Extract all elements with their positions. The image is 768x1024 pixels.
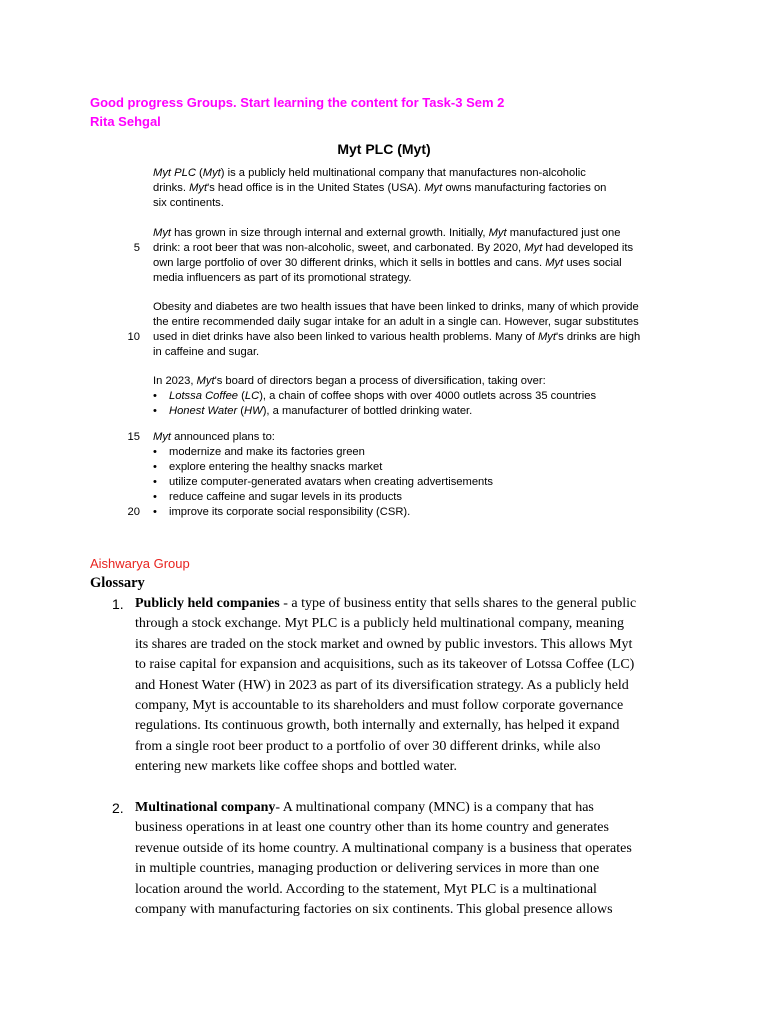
glossary-line: location around the world. According to the statement, Myt PLC is a multinational [135,881,597,897]
case-study-title: Myt PLC (Myt) [337,141,431,157]
case-paragraph-4 [153,374,693,389]
case-line: In 2023, Myt's board of directors began a process of diversification, taking over: [153,375,546,387]
glossary-line: its shares are traded on the stock market and owned by public investors. This allows Myt [135,636,633,652]
glossary-line: to raise capital for expansion and acquisitions, such as its takeover of Lotssa Coffee (LC) [135,657,635,673]
case-paragraph-5 [153,430,693,445]
line-number: 20 [127,506,140,518]
case-bullet: • improve its corporate social responsibility (CSR). [153,506,411,518]
glossary-line: regulations. Its continuous growth, both internally and externally, has helped it expand [135,718,620,734]
case-paragraph-1 [153,166,693,211]
case-bullet: • explore entering the healthy snacks market [153,461,383,473]
glossary-line: and Honest Water (HW) in 2023 as part of its diversification strategy. As a publicly held [135,677,629,693]
glossary-term: Publicly held companies [135,596,280,611]
line-number: 10 [127,331,140,343]
case-line: six continents. [153,197,224,209]
line-number: 15 [127,431,140,443]
case-line: Myt PLC (Myt) is a publicly held multinational company that manufactures non-alcoholic [153,167,586,179]
glossary-line: from a single root beer product to a portfolio of over 30 different drinks, while also [135,738,601,754]
case-line: media influencers as part of its promotional strategy. [153,272,412,284]
glossary-item-multinational [135,798,680,920]
glossary-line: company with manufacturing factories on six continents. This global presence allows [135,902,613,918]
teacher-name: Rita Sehgal [90,114,161,129]
line-number: 5 [133,242,140,254]
case-line: own large portfolio of over 30 different drinks, which it sells in bottles and cans. Myt uses social [153,257,622,269]
glossary-line: revenue outside of its home country. A multinational company is a business that operates [135,840,632,856]
group-name: Aishwarya Group [90,556,190,571]
case-bullet: • reduce caffeine and sugar levels in its products [153,491,403,503]
case-bullet: • Lotssa Coffee (LC), a chain of coffee shops with over 4000 outlets across 35 countries [153,390,597,402]
glossary-line: Multinational company- A multinational company (MNC) is a company that has [135,800,594,815]
case-paragraph-2 [153,226,693,286]
glossary-item-number: 1. [112,596,124,612]
glossary-term: Multinational company [135,800,276,815]
glossary-line: entering new markets like coffee shops and bottled water. [135,759,458,775]
glossary-line: in multiple countries, managing production or delivering services in more than one [135,861,600,877]
glossary-item-publicly-held [135,594,680,778]
glossary-line: through a stock exchange. Myt PLC is a publicly held multinational company, meaning [135,616,624,632]
case-bullet: • Honest Water (HW), a manufacturer of bottled drinking water. [153,405,473,417]
case-paragraph-3 [153,300,693,360]
case-line: Myt announced plans to: [153,431,275,443]
case-line: drink: a root beer that was non-alcoholic, sweet, and carbonated. By 2020, Myt had developed its [153,242,634,254]
glossary-line: company, Myt is accountable to its shareholders and must follow corporate governance [135,698,624,714]
case-bullet: • modernize and make its factories green [153,446,365,458]
glossary-line: business operations in at least one country other than its home country and generates [135,820,609,836]
glossary-item-number: 2. [112,800,124,816]
case-line: Obesity and diabetes are two health issues that have been linked to drinks, many of which provide [153,301,639,313]
teacher-note: Good progress Groups. Start learning the content for Task-3 Sem 2 [90,95,505,110]
case-bullet: • utilize computer-generated avatars when creating advertisements [153,476,493,488]
glossary-heading: Glossary [90,575,145,591]
glossary-line: Publicly held companies - a type of business entity that sells shares to the general public [135,596,637,611]
case-line: in caffeine and sugar. [153,346,260,358]
case-line: drinks. Myt's head office is in the United States (USA). Myt owns manufacturing factories on [153,182,607,194]
case-line: used in diet drinks have also been linked to various health problems. Many of Myt's drinks are high [153,331,641,343]
case-line: Myt has grown in size through internal and external growth. Initially, Myt manufactured just one [153,227,621,239]
case-line: the entire recommended daily sugar intake for an adult in a single can. However, sugar substitutes [153,316,639,328]
